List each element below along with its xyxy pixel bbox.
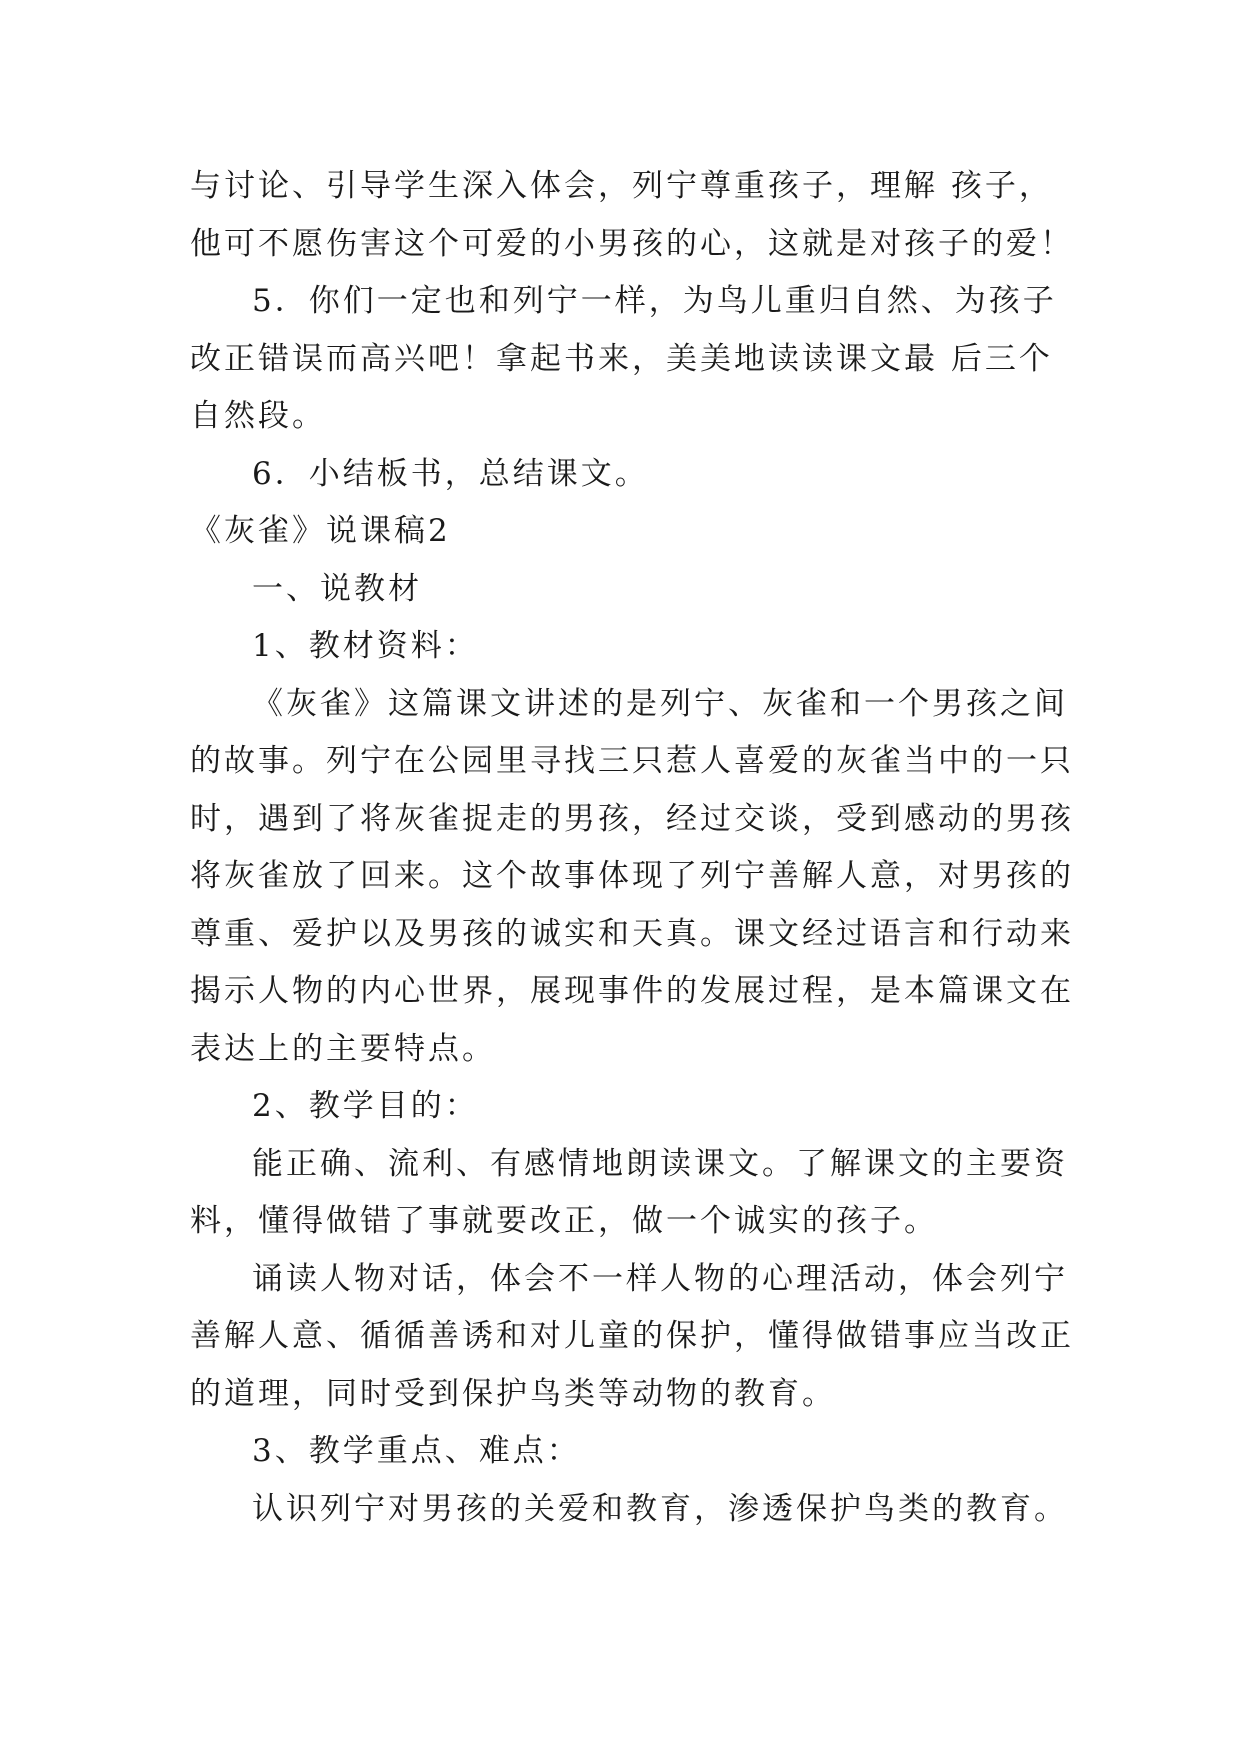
section-heading: 一、说教材 xyxy=(252,571,422,607)
section-title: 《灰雀》说课稿2 xyxy=(190,513,451,549)
subsection-heading: 3、教学重点、难点： xyxy=(252,1433,581,1469)
paragraph-line: 自然段。 xyxy=(190,398,326,434)
paragraph-line: 料，懂得做错了事就要改正，做一个诚实的孩子。 xyxy=(190,1203,938,1239)
paragraph-line: 将灰雀放了回来。这个故事体现了列宁善解人意，对男孩的 xyxy=(190,858,1074,894)
subsection-heading: 1、教材资料： xyxy=(252,628,479,664)
paragraph-line: 诵读人物对话，体会不一样人物的心理活动，体会列宁 xyxy=(252,1261,1068,1297)
paragraph-line: 善解人意、循循善诱和对儿童的保护，懂得做错事应当改正 xyxy=(190,1318,1074,1354)
paragraph-line: 表达上的主要特点。 xyxy=(190,1031,496,1067)
paragraph-line: 他可不愿伤害这个可爱的小男孩的心，这就是对孩子的爱！ xyxy=(190,226,1074,262)
paragraph-line: 能正确、流利、有感情地朗读课文。了解课文的主要资 xyxy=(252,1146,1068,1182)
paragraph-line: 认识列宁对男孩的关爱和教育，渗透保护鸟类的教育。 xyxy=(252,1491,1068,1527)
list-item-6: 6．小结板书，总结课文。 xyxy=(252,456,649,492)
paragraph-line: 改正错误而高兴吧！拿起书来，美美地读读课文最 后三个 xyxy=(190,341,1053,377)
list-item-5: 5．你们一定也和列宁一样，为鸟儿重归自然、为孩子 xyxy=(252,283,1057,319)
paragraph-line: 的故事。列宁在公园里寻找三只惹人喜爱的灰雀当中的一只 xyxy=(190,743,1074,779)
paragraph-line: 《灰雀》这篇课文讲述的是列宁、灰雀和一个男孩之间 xyxy=(252,686,1068,722)
paragraph-line: 尊重、爱护以及男孩的诚实和天真。课文经过语言和行动来 xyxy=(190,916,1074,952)
paragraph-line: 的道理，同时受到保护鸟类等动物的教育。 xyxy=(190,1376,836,1412)
paragraph-line: 与讨论、引导学生深入体会，列宁尊重孩子，理解 孩子， xyxy=(190,168,1053,204)
paragraph-line: 揭示人物的内心世界，展现事件的发展过程，是本篇课文在 xyxy=(190,973,1074,1009)
subsection-heading: 2、教学目的： xyxy=(252,1088,479,1124)
paragraph-line: 时，遇到了将灰雀捉走的男孩，经过交谈，受到感动的男孩 xyxy=(190,801,1074,837)
